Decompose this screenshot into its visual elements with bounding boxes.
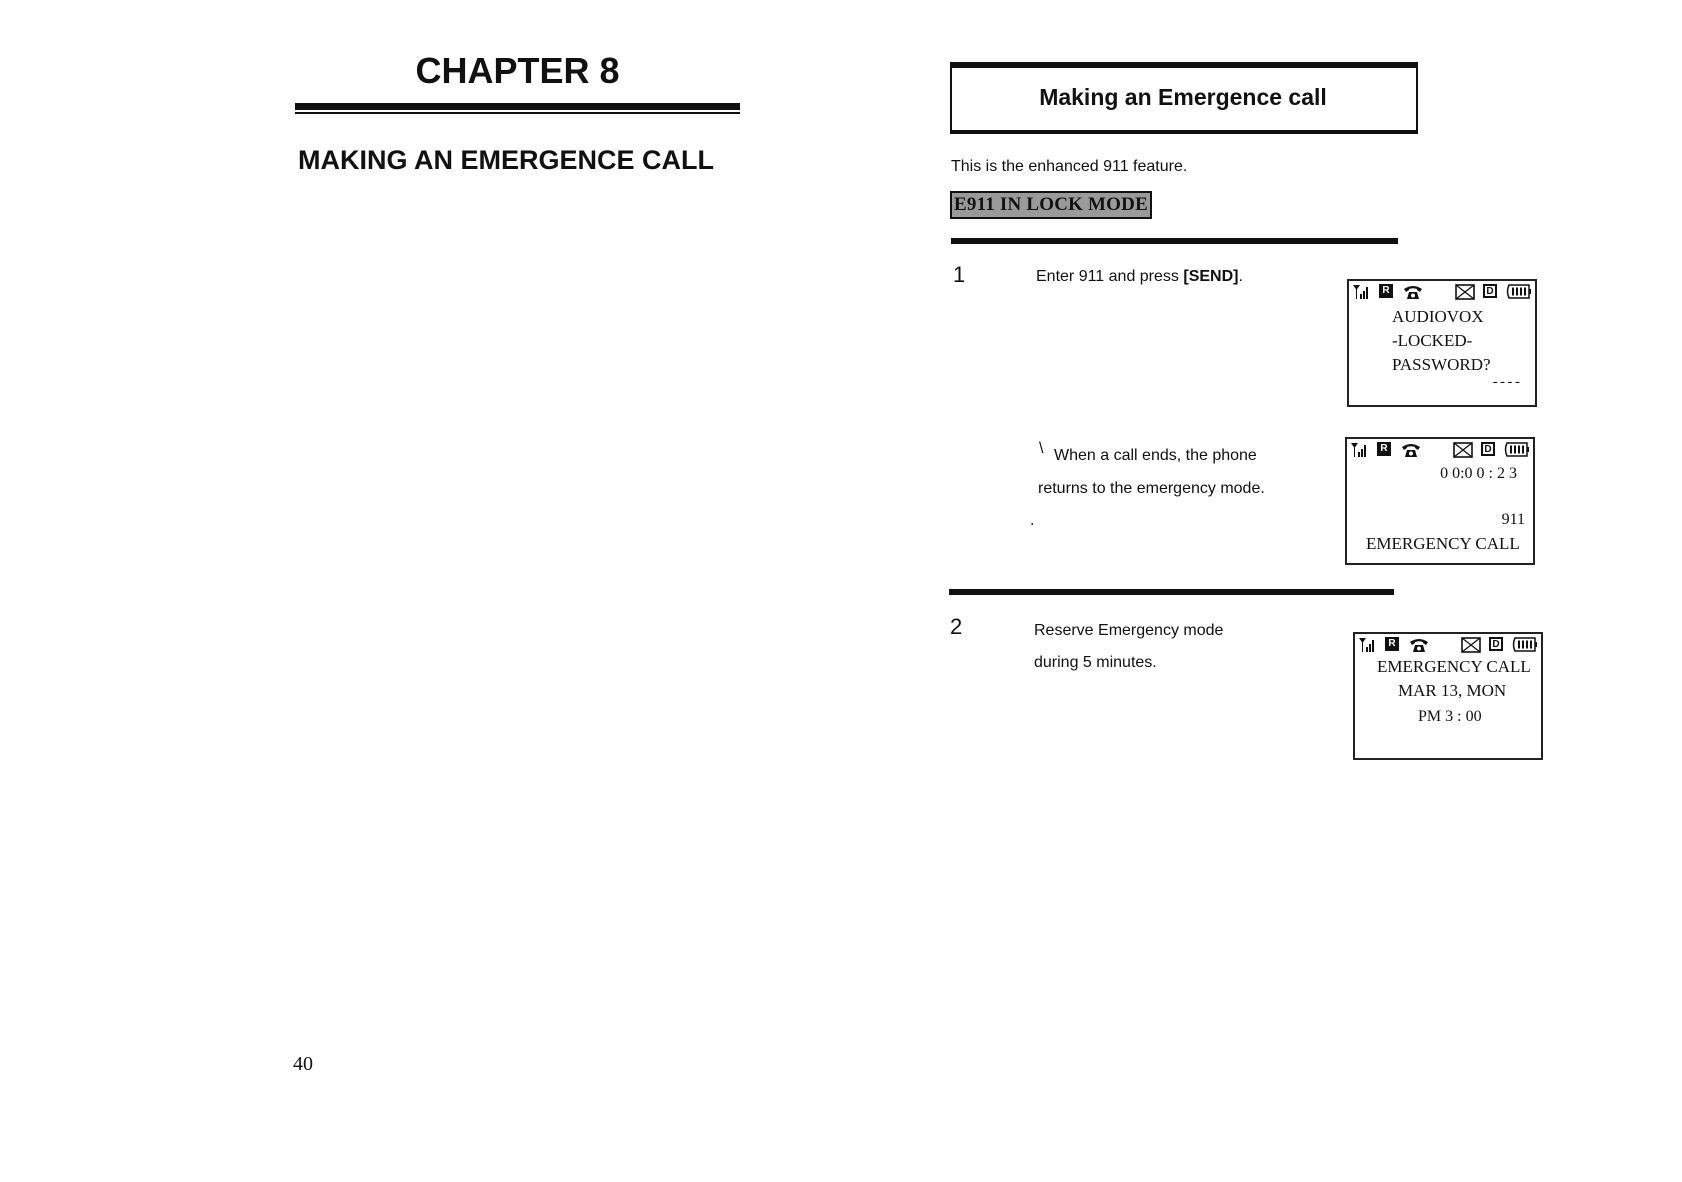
- step1-instruction: [1036, 268, 1243, 286]
- step1-text-prefix: Enter 911 and press: [1036, 268, 1184, 285]
- lcd-locked-text: -LOCKED-: [1392, 331, 1473, 350]
- battery-icon: [1503, 442, 1529, 457]
- step2-line2: during 5 minutes.: [1034, 654, 1157, 671]
- step2-line1: Reserve Emergency mode: [1034, 622, 1224, 639]
- step1-note-dot: .: [1030, 512, 1035, 529]
- step1-note-line1: When a call ends, the phone: [1054, 447, 1257, 464]
- lcd-password-prompt: PASSWORD?: [1392, 355, 1491, 374]
- chapter-subtitle: MAKING AN EMERGENCE CALL: [298, 145, 714, 175]
- signal-icon: [1353, 284, 1369, 300]
- battery-icon: [1505, 284, 1531, 299]
- lcd-date: MAR 13, MON: [1398, 681, 1507, 700]
- step1-rule: [951, 238, 1398, 244]
- lcd-brand-text: AUDIOVOX: [1392, 307, 1484, 326]
- lcd-lock-screen: [1347, 279, 1537, 407]
- lcd-status-bar: [1353, 284, 1531, 302]
- lcd-status-bar: [1359, 637, 1537, 655]
- mail-icon: [1455, 284, 1475, 300]
- phone-icon: [1409, 637, 1429, 653]
- intro-text: This is the enhanced 911 feature.: [951, 158, 1188, 175]
- mail-icon: [1453, 442, 1473, 458]
- phone-icon: [1403, 284, 1423, 300]
- signal-icon: [1351, 442, 1367, 458]
- page-number: 40: [293, 1053, 313, 1075]
- battery-icon: [1511, 637, 1537, 652]
- phone-icon: [1401, 442, 1421, 458]
- mode-label: E911 IN LOCK MODE: [950, 191, 1152, 219]
- step1-note-mark: \: [1039, 440, 1044, 457]
- step1-text-suffix: .: [1238, 268, 1243, 285]
- lcd-time: PM 3 : 00: [1418, 708, 1482, 725]
- lcd-status-bar: [1351, 442, 1529, 460]
- roaming-icon: R: [1379, 284, 1393, 298]
- step2-number: 2: [950, 614, 963, 639]
- lcd-call-screen: [1345, 437, 1535, 565]
- lcd-emergency-label: EMERGENCY CALL: [1377, 657, 1531, 676]
- mail-icon: [1461, 637, 1481, 653]
- digital-icon: D: [1483, 284, 1497, 298]
- lcd-standby-screen: [1353, 632, 1543, 760]
- step1-note-line2: returns to the emergency mode.: [1038, 480, 1265, 497]
- digital-icon: D: [1489, 637, 1503, 651]
- roaming-icon: R: [1385, 637, 1399, 651]
- step1-number: 1: [953, 262, 966, 287]
- chapter-title: CHAPTER 8: [415, 50, 620, 91]
- chapter-rule-thin: [295, 112, 740, 114]
- step2-rule: [949, 589, 1394, 595]
- section-title: Making an Emergence call: [1039, 84, 1327, 110]
- roaming-icon: R: [1377, 442, 1391, 456]
- digital-icon: D: [1481, 442, 1495, 456]
- lcd-emergency-label: EMERGENCY CALL: [1366, 534, 1520, 553]
- chapter-rule: [295, 103, 740, 112]
- signal-icon: [1359, 637, 1375, 653]
- lcd-dialed-number: 911: [1501, 511, 1525, 528]
- lcd-call-timer: 0 0:0 0 : 2 3: [1440, 465, 1517, 482]
- lcd-password-entry: ----: [1491, 375, 1521, 391]
- send-key-label: [SEND]: [1183, 268, 1239, 285]
- section-box-bottom-rule: [950, 130, 1416, 134]
